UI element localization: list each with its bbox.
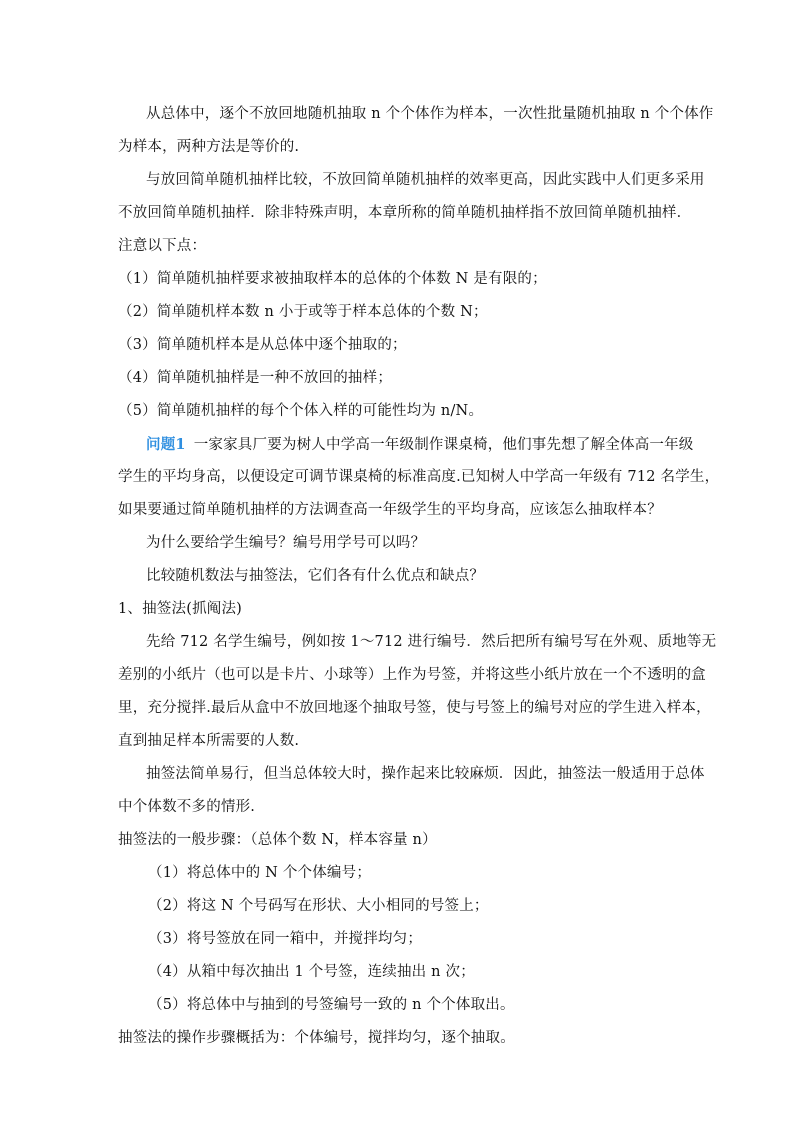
question-line: 比较随机数法与抽签法，它们各有什么优点和缺点？ [146, 568, 485, 584]
paragraph-line: 从总体中，逐个不放回地随机抽取 n 个个体作为样本，一次性批量随机抽取 n 个个体作 [146, 106, 714, 122]
note-item: （2）简单随机样本数 n 小于或等于样本总体的个数 N； [118, 304, 488, 320]
step-item: （3）将号签放在同一箱中，并搅拌均匀； [148, 931, 423, 947]
step-item: （5）将总体中与抽到的号签编号一致的 n 个个体取出。 [148, 997, 515, 1013]
note-item: （5）简单随机抽样的每个个体入样的可能性均为 n/N。 [118, 403, 484, 419]
paragraph-line: 抽签法简单易行，但当总体较大时，操作起来比较麻烦．因此，抽签法一般适用于总体 [146, 766, 705, 782]
note-item: （1）简单随机抽样要求被抽取样本的总体的个体数 N 是有限的； [118, 271, 547, 287]
step-item: （2）将这 N 个号码写在形状、大小相同的号签上； [148, 898, 489, 914]
paragraph-line: 里，充分搅拌.最后从盒中不放回地逐个抽取号签，使与号签上的编号对应的学生进入样本， [118, 700, 711, 716]
step-item: （4）从箱中每次抽出 1 个号签，连续抽出 n 次； [148, 964, 475, 980]
step-item: （1）将总体中的 N 个个体编号； [148, 865, 372, 881]
paragraph-line: 不放回简单随机抽样．除非特殊声明，本章所称的简单随机抽样指不放回简单随机抽样． [118, 205, 692, 221]
steps-title: 抽签法的一般步骤：（总体个数 N，样本容量 n） [118, 832, 437, 848]
paragraph-line: 差别的小纸片（也可以是卡片、小球等）上作为号签，并将这些小纸片放在一个不透明的盒 [118, 667, 706, 683]
document-page [118, 98, 720, 1055]
paragraph-line: 与放回简单随机抽样比较，不放回简单随机抽样的效率更高，因此实践中人们更多采用 [146, 172, 705, 188]
section-title: 1、抽签法(抓阄法) [118, 601, 243, 617]
note-title: 注意以下点： [118, 238, 207, 254]
paragraph-line: 为样本，两种方法是等价的. [118, 139, 300, 155]
problem-text: 一家家具厂要为树人中学高一年级制作课桌椅，他们事先想了解全体高一年级 [193, 437, 694, 453]
paragraph-line: 如果要通过简单随机抽样的方法调查高一年级学生的平均身高，应该怎么抽取样本？ [118, 502, 662, 518]
question-line: 为什么要给学生编号？编号用学号可以吗？ [146, 535, 426, 551]
paragraph-line: 先给 712 名学生编号，例如按 1～712 进行编号．然后把所有编号写在外观、质地等无 [146, 634, 717, 650]
problem-label: 问题1 [146, 436, 186, 453]
problem-first-line [118, 428, 694, 461]
summary-line: 抽签法的操作步骤概括为：个体编号，搅拌均匀，逐个抽取。 [118, 1030, 515, 1046]
paragraph-line: 中个体数不多的情形. [118, 799, 256, 815]
note-item: （4）简单随机抽样是一种不放回的抽样； [118, 370, 393, 386]
note-item: （3）简单随机样本是从总体中逐个抽取的； [118, 337, 407, 353]
paragraph-line: 直到抽足样本所需要的人数. [118, 733, 300, 749]
paragraph-line: 学生的平均身高，以便设定可调节课桌椅的标准高度.已知树人中学高一年级有 712 名学生， [118, 469, 720, 485]
